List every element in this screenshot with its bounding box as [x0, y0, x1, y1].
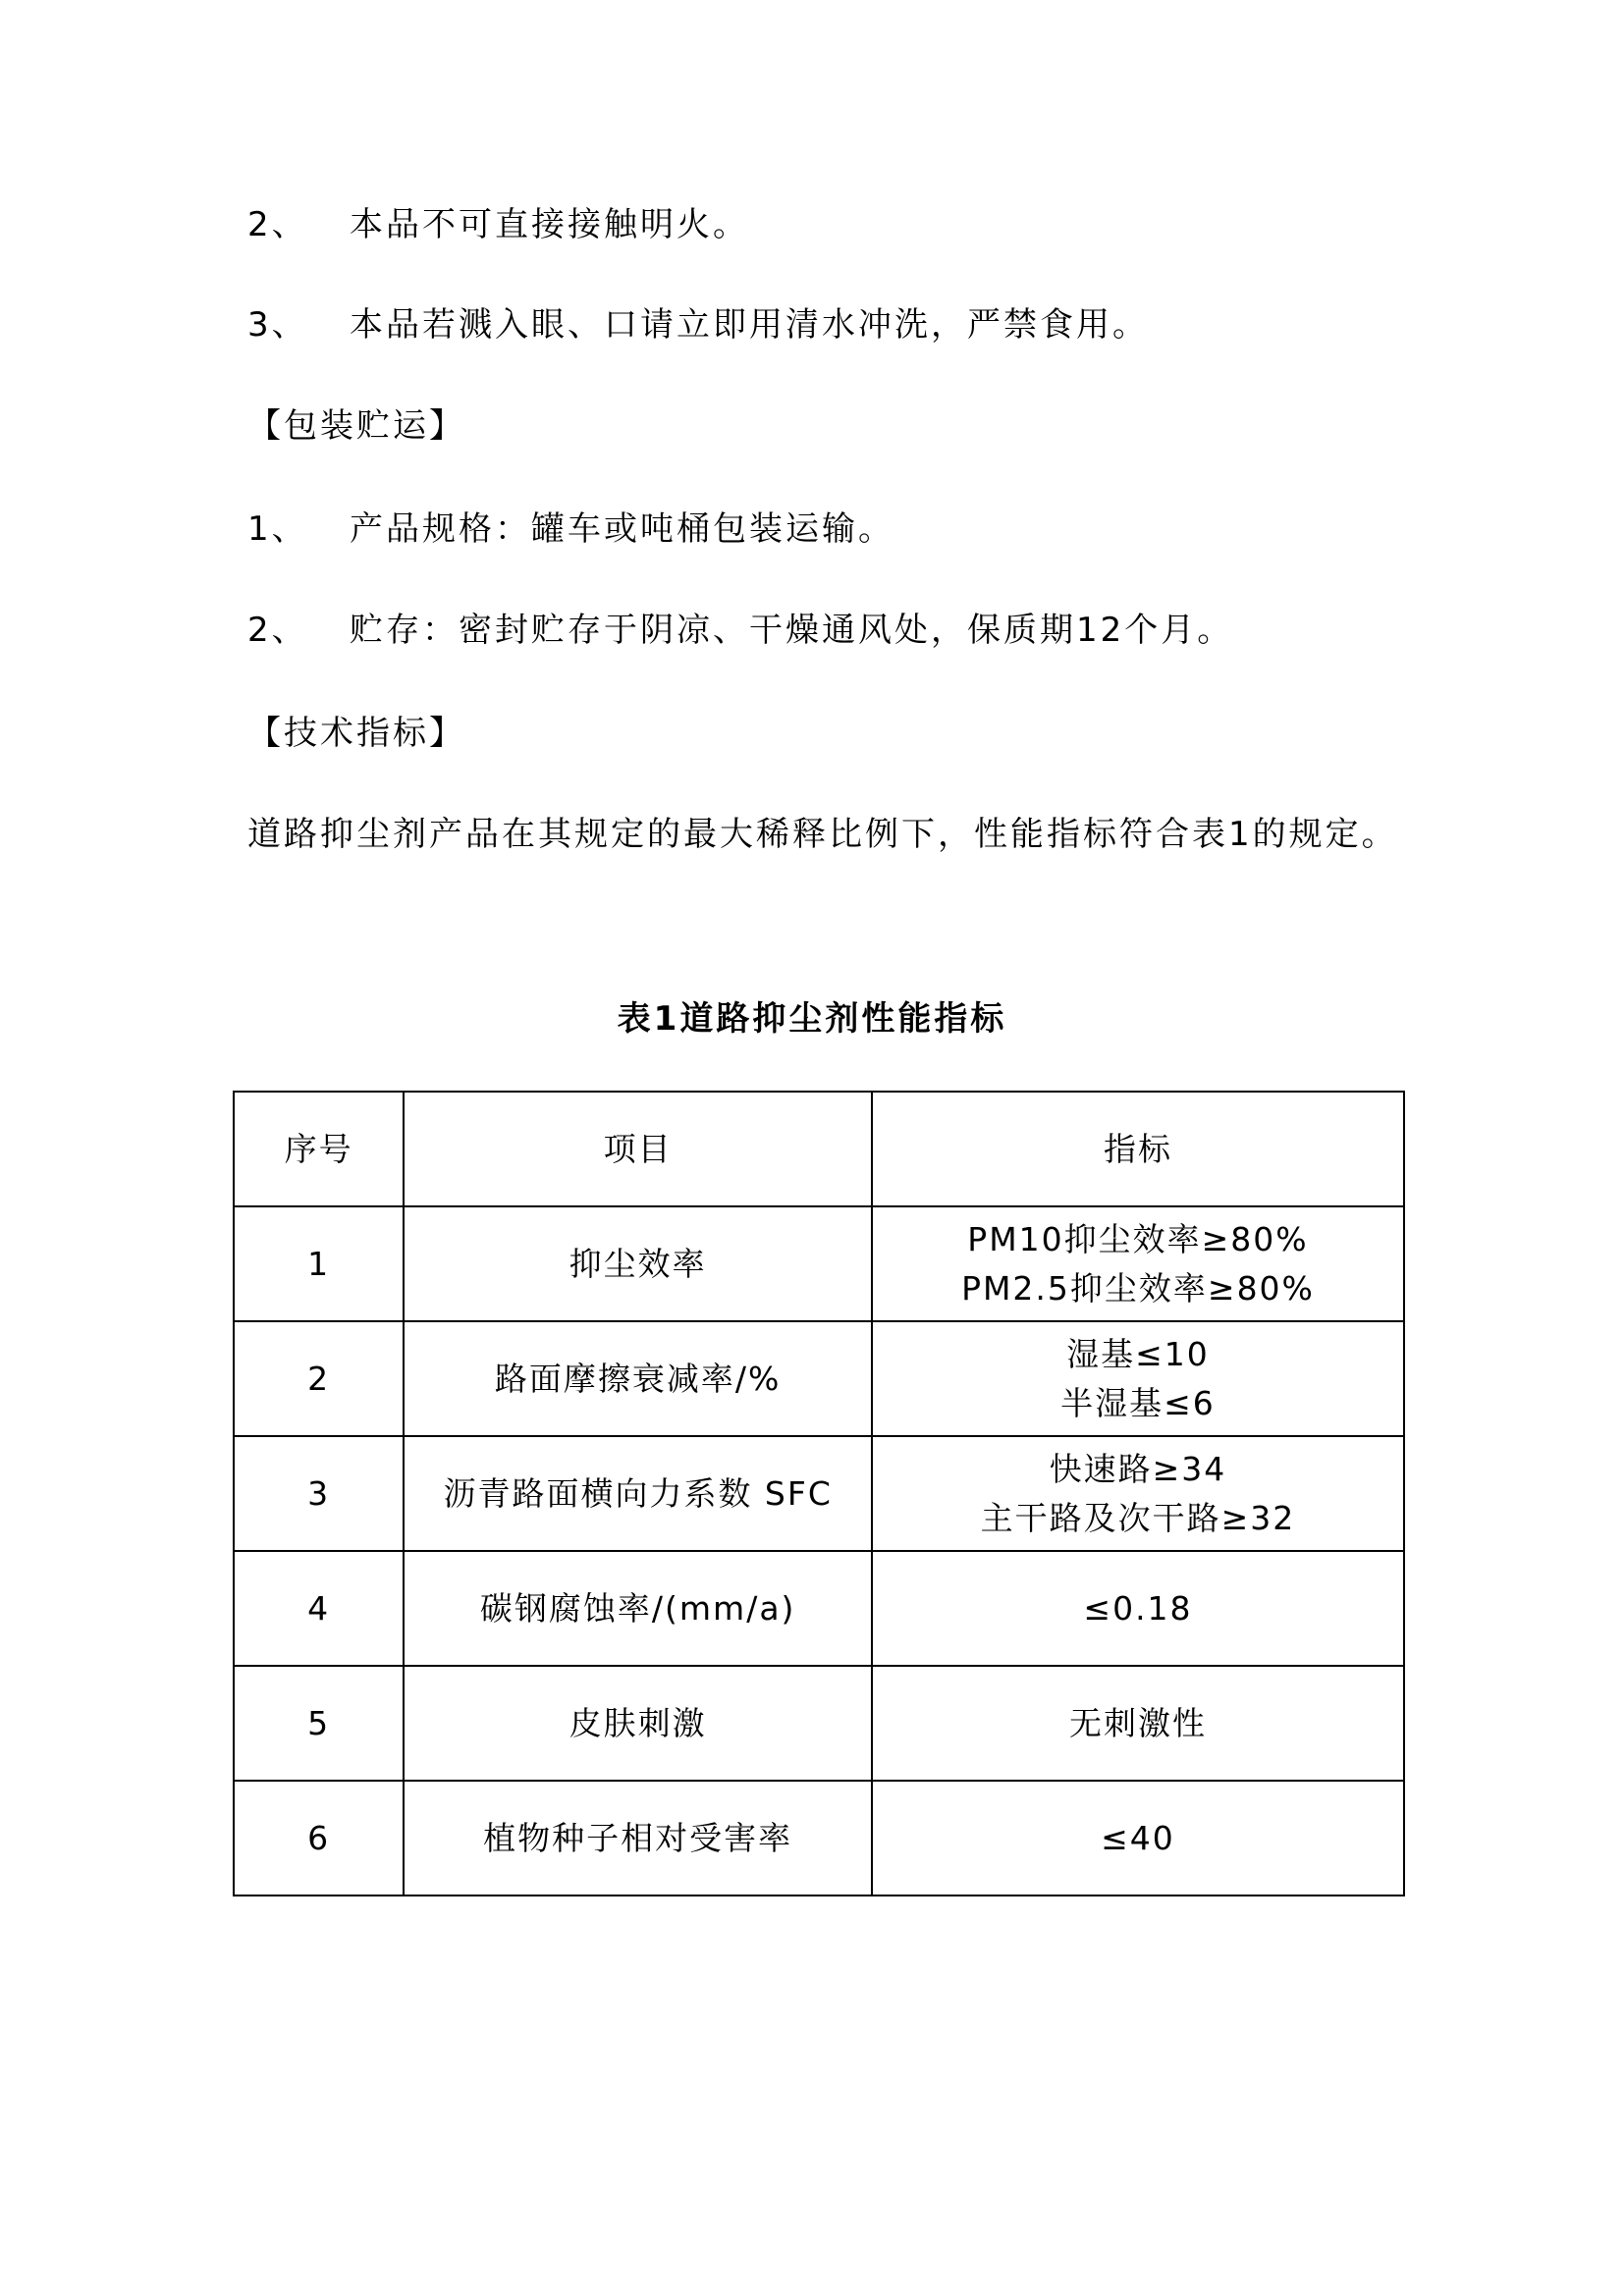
line-text: 产品规格：罐车或吨桶包装运输。 [350, 509, 894, 549]
spec-line: PM10抑尘效率≥80% [967, 1219, 1309, 1258]
cell-item: 抑尘效率 [404, 1206, 872, 1321]
spec-table [233, 1091, 1405, 1896]
table-caption: 表1道路抑尘剂性能指标 [617, 999, 1007, 1039]
table-row [234, 1206, 1404, 1321]
cell-number: 6 [234, 1781, 404, 1896]
technical-paragraph: 道路抑尘剂产品在其规定的最大稀释比例下，性能指标符合表1的规定。 [247, 815, 1398, 854]
cell-number: 2 [234, 1321, 404, 1436]
cell-item: 碳钢腐蚀率/(mm/a) [404, 1551, 872, 1666]
spec-line: 无刺激性 [1068, 1703, 1207, 1742]
cell-item: 植物种子相对受害率 [404, 1781, 872, 1896]
cell-spec [872, 1781, 1404, 1896]
spec-line: 主干路及次干路≥32 [980, 1498, 1296, 1537]
text-line-packaging-1 [247, 508, 894, 550]
table-row [234, 1551, 1404, 1666]
cell-spec [872, 1666, 1404, 1781]
cell-spec [872, 1321, 1404, 1436]
line-number: 1、 [247, 509, 308, 549]
line-text: 本品不可直接接触明火。 [350, 205, 749, 244]
cell-spec [872, 1551, 1404, 1666]
line-number: 2、 [247, 611, 308, 650]
text-line-precaution-2 [247, 204, 749, 245]
section-heading-packaging [247, 405, 465, 447]
header-cell-number: 序号 [234, 1092, 404, 1206]
table-row [234, 1781, 1404, 1896]
cell-spec [872, 1436, 1404, 1551]
line-text: 本品若溅入眼、口请立即用清水冲洗，严禁食用。 [350, 305, 1149, 345]
cell-item: 路面摩擦衰减率/% [404, 1321, 872, 1436]
header-cell-spec: 指标 [872, 1092, 1404, 1206]
cell-item: 皮肤刺激 [404, 1666, 872, 1781]
table-row [234, 1321, 1404, 1436]
header-cell-item: 项目 [404, 1092, 872, 1206]
cell-number: 5 [234, 1666, 404, 1781]
text-line-packaging-2 [247, 610, 1233, 651]
spec-line: ≤0.18 [1083, 1588, 1193, 1628]
spec-line: PM2.5抑尘效率≥80% [961, 1268, 1315, 1308]
line-text: 【技术指标】 [247, 714, 465, 753]
spec-line: 半湿基≤6 [1060, 1383, 1216, 1422]
cell-number: 4 [234, 1551, 404, 1666]
table-row [234, 1436, 1404, 1551]
spec-line: 快速路≥34 [1049, 1449, 1227, 1488]
spec-line: ≤40 [1101, 1818, 1175, 1857]
cell-number: 1 [234, 1206, 404, 1321]
cell-item: 沥青路面横向力系数 SFC [404, 1436, 872, 1551]
cell-spec [872, 1206, 1404, 1321]
spec-line: 湿基≤10 [1066, 1334, 1210, 1373]
line-number: 2、 [247, 205, 308, 244]
cell-number: 3 [234, 1436, 404, 1551]
line-text: 贮存：密封贮存于阴凉、干燥通风处，保质期12个月。 [350, 611, 1234, 650]
table-header-row [234, 1092, 1404, 1206]
table-row [234, 1666, 1404, 1781]
line-text: 【包装贮运】 [247, 406, 465, 446]
text-line-precaution-3 [247, 304, 1149, 346]
section-heading-technical [247, 713, 465, 754]
line-number: 3、 [247, 305, 308, 345]
